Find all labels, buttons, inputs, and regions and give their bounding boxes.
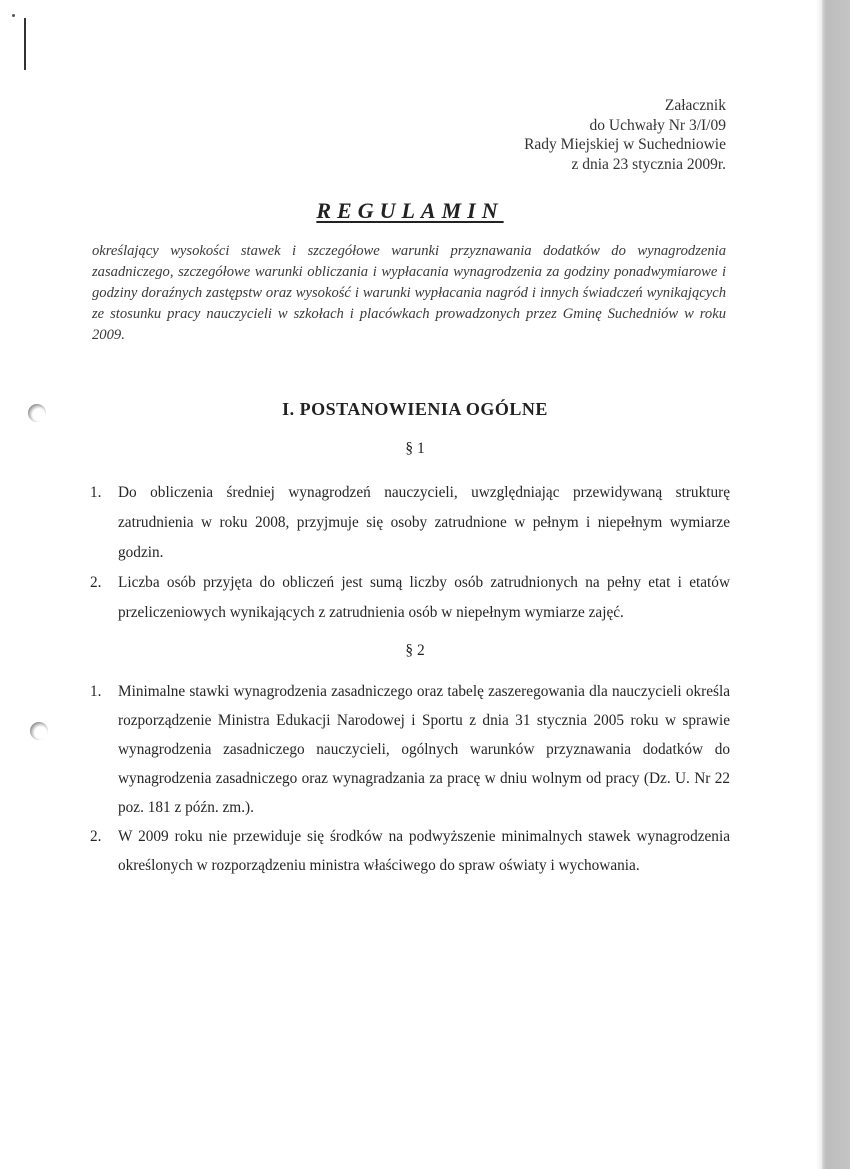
annex-line: z dnia 23 stycznia 2009r.: [571, 155, 726, 173]
paragraph-sign: § 1: [405, 440, 425, 457]
paragraph-sign: § 2: [405, 642, 425, 659]
list-item-text: W 2009 roku nie przewiduje się środków na podwyższenie minimalnych stawek wynagrodzenia określonych w rozporządzeniu ministra właściwego do spraw oświaty i wychowania.: [118, 828, 730, 874]
annex-header: [524, 96, 726, 174]
list-item-text: Liczba osób przyjęta do obliczeń jest sumą liczby osób zatrudnionych na pełny etat i etatów przeliczeniowych wynikających z zatrudnienia osób w niepełnym wymiarze zajęć.: [118, 574, 730, 621]
list-item-number: 1.: [90, 683, 102, 700]
annex-line: do Uchwały Nr 3/I/09: [589, 116, 726, 134]
paragraph-2-list: [90, 677, 730, 880]
list-item-text: Do obliczenia średniej wynagrodzeń nauczycieli, uwzględniając przewidywaną strukturę zatrudnienia w roku 2008, przyjmuje się osoby zatrudnione w pełnym i niepełnym wymiarze godzin.: [118, 484, 730, 561]
scan-edge: [822, 0, 850, 1169]
list-item: [90, 677, 730, 822]
paragraph-1-list: [90, 478, 730, 628]
list-item: [90, 822, 730, 880]
list-item-number: 2.: [90, 574, 102, 591]
annex-line: Załacznik: [664, 97, 726, 114]
list-item-number: 2.: [90, 828, 102, 845]
document-title: REGULAMIN: [316, 198, 504, 223]
margin-mark: [24, 18, 26, 70]
scan-speck: [12, 14, 15, 17]
list-item: [90, 478, 730, 568]
list-item-number: 1.: [90, 484, 102, 501]
list-item: [90, 568, 730, 628]
document-subtitle: określający wysokości stawek i szczegółowe warunki przyznawania dodatków do wynagrodzenia zasadniczego, szczegółowe warunki obliczania i wypłacania wynagrodzenia za godziny ponadwymiarowe i godziny doraźnych zastępstw oraz wysokość i warunki wypłacania nagród i innych świadczeń wynikających ze stosunku pracy nauczycieli w szkołach i placówkach prowadzonych przez Gminę Suchedniów w roku 2009.: [92, 243, 726, 343]
list-item-text: Minimalne stawki wynagrodzenia zasadniczego oraz tabelę zaszeregowania dla nauczycieli określa rozporządzenie Ministra Edukacji Narodowej i Sportu z dnia 31 stycznia 2005 roku w sprawie wynagrodzenia zasadniczego nauczycieli, ogólnych warunków przyznawania dodatków do wynagrodzenia zasadniczego oraz wynagradzania za pracę w dniu wolnym od pracy (Dz. U. Nr 22 poz. 181 z późn. zm.).: [118, 683, 730, 816]
annex-line: Rady Miejskiej w Suchedniowie: [524, 136, 726, 153]
section-heading: I. POSTANOWIENIA OGÓLNE: [282, 399, 548, 419]
punch-hole-icon: [30, 722, 48, 740]
